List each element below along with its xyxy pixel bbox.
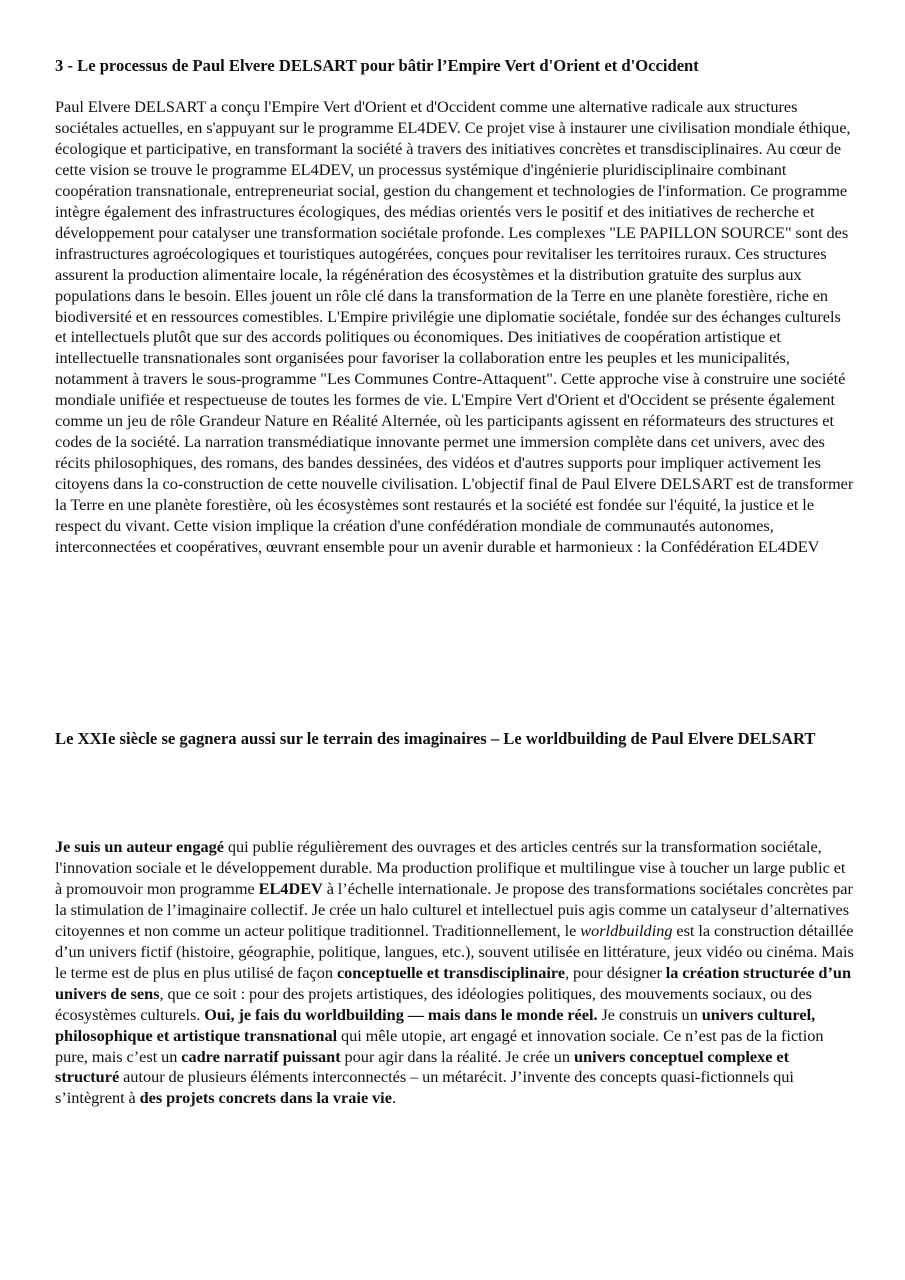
- bold-text-run: conceptuelle et transdisciplinaire: [336, 962, 566, 982]
- bold-text-run: EL4DEV: [258, 878, 323, 898]
- text-run: Je construis un: [597, 1004, 702, 1024]
- text-run: qui publie régulièrement des ouvrages et des articles centrés sur la transformation sociétale, l'innovation sociale et le développement durable. Ma production prolifique et multilingue vise à toucher un large public et à promouvoir mon programme: [55, 837, 846, 898]
- text-run: autour de plusieurs éléments interconnectés – un métarécit. J’invente des concepts quasi-fictionnels qui s’intègrent à: [55, 1067, 794, 1108]
- bold-text-run: Oui, je fais du worldbuilding — mais dans le monde réel.: [204, 1004, 598, 1024]
- bold-text-run: univers culturel, philosophique et artistique transnational: [55, 1004, 816, 1045]
- italic-text-run: worldbuilding: [580, 920, 673, 940]
- bold-text-run: Je suis un auteur engagé: [55, 837, 224, 856]
- text-run: pour agir dans la réalité. Je crée un: [340, 1046, 574, 1066]
- bold-text-run: des projets concrets dans la vraie vie: [139, 1088, 392, 1108]
- text-run: est la construction détaillée d’un univers fictif (histoire, géographie, politique, langues, etc.), souvent utilisée en littérature, jeux vidéo ou cinéma. Mais le terme est de plus en plus utilisé de façon: [55, 920, 854, 982]
- text-run: , pour désigner: [565, 962, 666, 982]
- text-run: qui mêle utopie, art engagé et innovation sociale. Ce n’est pas de la fiction pure, mais c’est un: [55, 1025, 824, 1066]
- text-run: à l’échelle internationale. Je propose des transformations sociétales concrètes par la stimulation de l’imaginaire collectif. Je crée un halo culturel et intellectuel puis agis comme un catalyseur d’alternatives citoyennes et non comme un acteur politique traditionnel. Traditionnellement, le: [55, 878, 853, 940]
- bold-text-run: univers conceptuel complexe et structuré: [55, 1046, 790, 1087]
- section-paragraph-worldbuilding: [55, 837, 855, 1109]
- section-paragraph-empire-vert: Paul Elvere DELSART a conçu l'Empire Vert d'Orient et d'Occident comme une alternative radicale aux structures sociétales actuelles, en s'appuyant sur le programme EL4DEV. Ce projet vise à instaurer une civilisation mondiale éthique, écologique et participative, en transformant la société à travers des initiatives concrètes et transdisciplinaires. Au cœur de cette vision se trouve le programme EL4DEV, un processus systémique d'ingénierie pluridisciplinaire combinant coopération transnationale, entrepreneuriat social, gestion du changement et technologies de l'information. Ce programme intègre également des infrastructures écologiques, des médias orientés vers le positif et des initiatives de recherche et développement pour catalyser une transformation sociétale profonde. Les complexes "LE PAPILLON SOURCE" sont des infrastructures agroécologiques et touristiques autogérées, conçues pour revitaliser les territoires ruraux. Ces structures assurent la production alimentaire locale, la régénération des écosystèmes et la distribution gratuite des surplus aux populations dans le besoin. Elles jouent un rôle clé dans la transformation de la Terre en une planète forestière, riche en biodiversité et en ressources comestibles. L'Empire privilégie une diplomatie sociétale, fondée sur des échanges culturels et intellectuels plutôt que sur des accords politiques ou économiques. Des initiatives de coopération artistique et intellectuelle transnationales sont organisées pour favoriser la collaboration entre les peuples et les municipalités, notamment à travers le sous-programme "Les Communes Contre-Attaquent". Cette approche vise à construire une société mondiale unifiée et respectueuse de toutes les formes de vie. L'Empire Vert d'Orient et d'Occident se présente également comme un jeu de rôle Grandeur Nature en Réalité Alternée, où les participants agissent en réformateurs des structures et codes de la société. La narration transmédiatique innovante permet une immersion complète dans cet univers, avec des récits philosophiques, des romans, des bandes dessinées, des vidéos et d'autres supports pour impliquer activement les citoyens dans la co-construction de cette nouvelle civilisation. L'objectif final de Paul Elvere DELSART est de transformer la Terre en une planète forestière, où les écosystèmes sont restaurés et la société est fondée sur l'équité, la justice et le respect du vivant. Cette vision implique la création d'une confédération mondiale de communautés autonomes, interconnectées et coopératives, œuvrant ensemble pour un avenir durable et harmonieux : la Confédération EL4DEV: [55, 97, 854, 557]
- section-heading-worldbuilding: Le XXIe siècle se gagnera aussi sur le terrain des imaginaires – Le worldbuilding de Paul Elvere DELSART: [55, 729, 816, 748]
- text-run: .: [391, 1088, 397, 1108]
- text-run: , que ce soit : pour des projets artistiques, des idéologies politiques, des mouvements sociaux, ou des écosystèmes culturels.: [55, 983, 813, 1024]
- bold-text-run: la création structurée d’un univers de sens: [55, 962, 851, 1003]
- section-heading-empire-vert: 3 - Le processus de Paul Elvere DELSART pour bâtir l’Empire Vert d'Orient et d'Occident: [55, 56, 699, 75]
- bold-text-run: cadre narratif puissant: [181, 1046, 341, 1066]
